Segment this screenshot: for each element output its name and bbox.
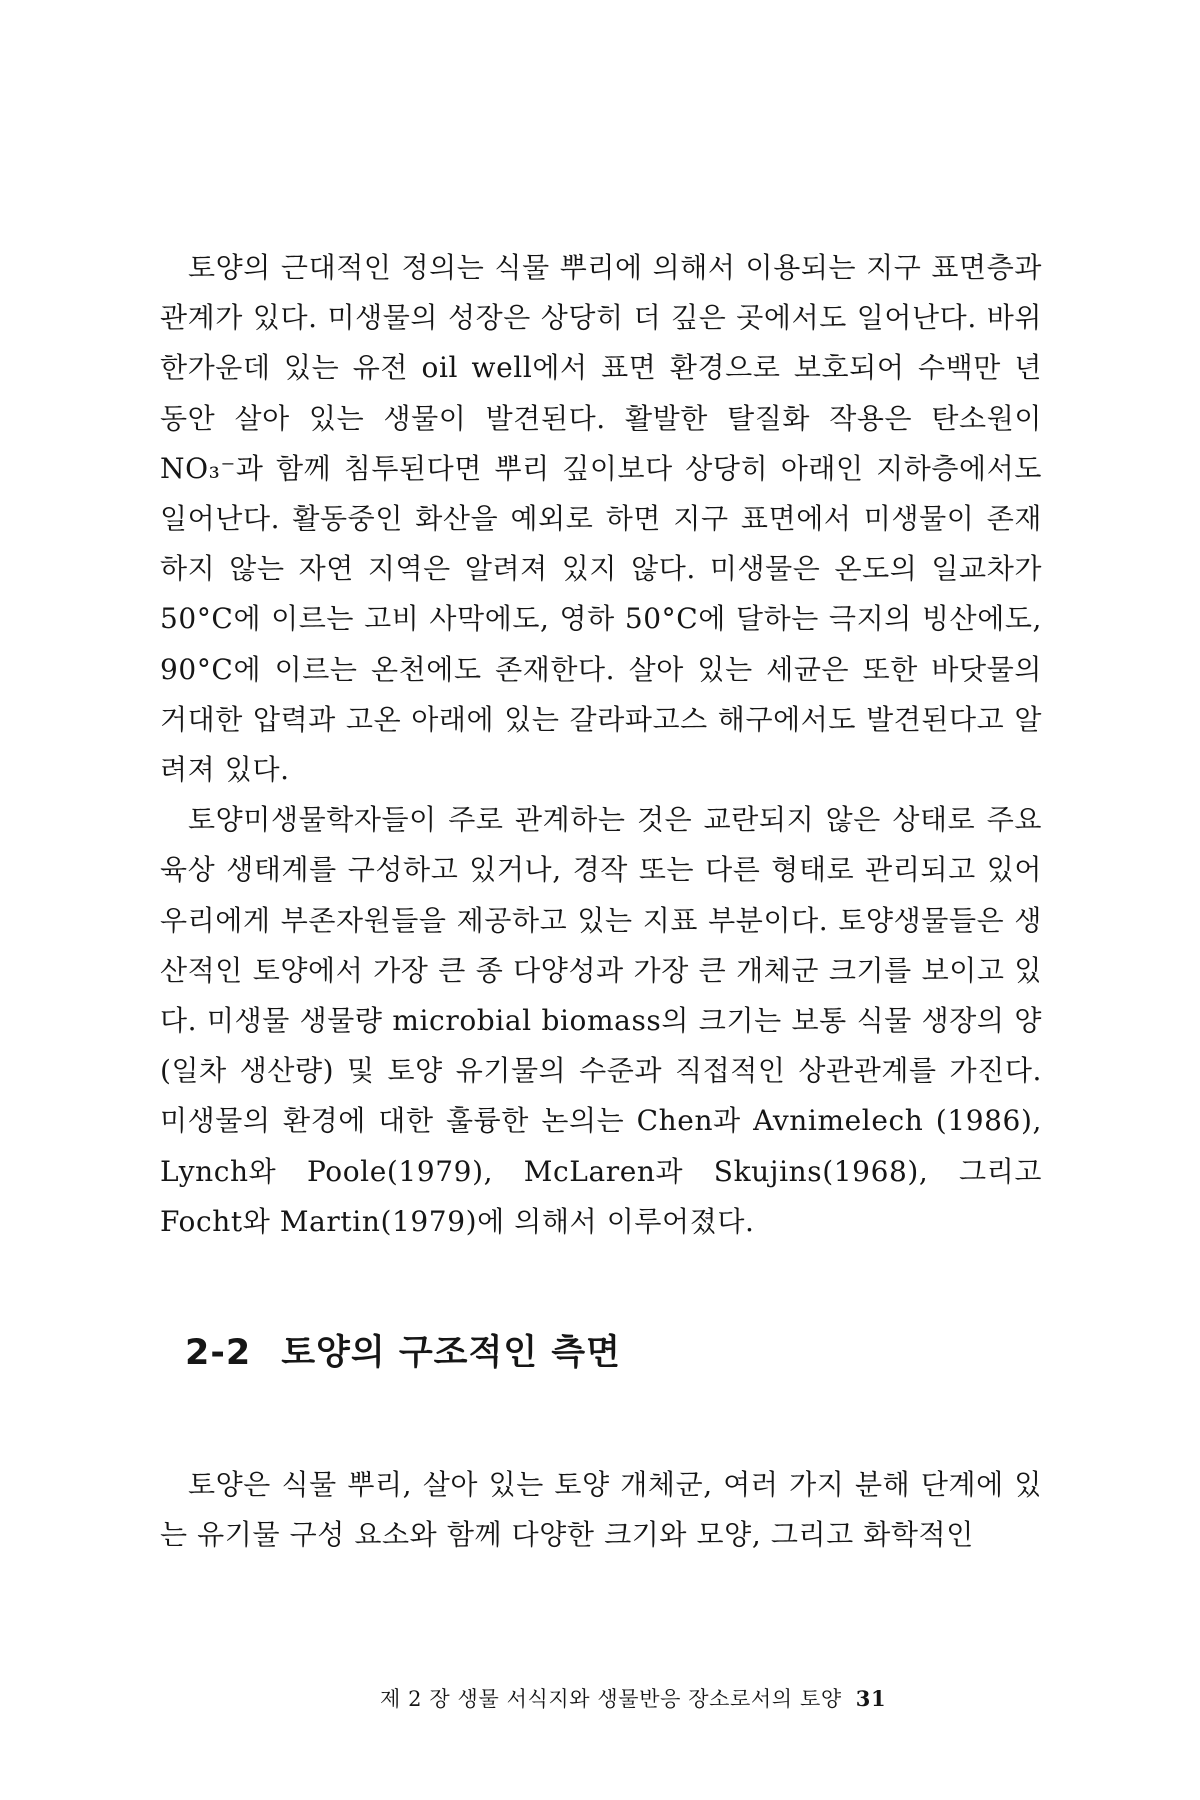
- page-footer: [380, 1683, 1030, 1713]
- section-heading: [185, 1325, 621, 1375]
- structure-section: [160, 1460, 1042, 1560]
- section-number: 2-2: [185, 1333, 252, 1373]
- intro-section: [160, 243, 1042, 1247]
- body-paragraph: 토양미생물학자들이 주로 관계하는 것은 교란되지 않은 상태로 주요 육상 생태계를 구성하고 있거나, 경작 또는 다른 형태로 관리되고 있어 우리에게 부존자원들을 제공하고 있는 지표 부분이다. 토양생물들은 생산적인 토양에서 가장 큰 종 다양성과 가장 큰 개체군 크기를 보이고 있다. 미생물 생물량 microbial biomass의 크기는 보통 식물 생장의 양(일차 생산량) 및 토양 유기물의 수준과 직접적인 상관관계를 가진다. 미생물의 환경에 대한 훌륭한 논의는 Chen과 Avnimelech (1986), Lynch와 Poole(1979), McLaren과 Skujins(1968), 그리고 Focht와 Martin(1979)에 의해서 이루어졌다.: [160, 803, 1042, 1238]
- body-paragraph: 토양은 식물 뿌리, 살아 있는 토양 개체군, 여러 가지 분해 단계에 있는 유기물 구성 요소와 함께 다양한 크기와 모양, 그리고 화학적인: [160, 1468, 1042, 1552]
- page-number: 31: [855, 1686, 887, 1711]
- running-title: 제 2 장 생물 서식지와 생물반응 장소로서의 토양: [380, 1687, 842, 1711]
- section-title: 토양의 구조적인 측면: [281, 1333, 621, 1373]
- body-paragraph: 토양의 근대적인 정의는 식물 뿌리에 의해서 이용되는 지구 표면층과 관계가 있다. 미생물의 성장은 상당히 더 깊은 곳에서도 일어난다. 바위 한가운데 있는 유전 oil well에서 표면 환경으로 보호되어 수백만 년 동안 살아 있는 생물이 발견된다. 활발한 탈질화 작용은 탄소원이 NO₃⁻과 함께 침투된다면 뿌리 깊이보다 상당히 아래인 지하층에서도 일어난다. 활동중인 화산을 예외로 하면 지구 표면에서 미생물이 존재하지 않는 자연 지역은 알려져 있지 않다. 미생물은 온도의 일교차가 50°C에 이르는 고비 사막에도, 영하 50°C에 달하는 극지의 빙산에도, 90°C에 이르는 온천에도 존재한다. 살아 있는 세균은 또한 바닷물의 거대한 압력과 고온 아래에 있는 갈라파고스 해구에서도 발견된다고 알려져 있다.: [160, 251, 1042, 787]
